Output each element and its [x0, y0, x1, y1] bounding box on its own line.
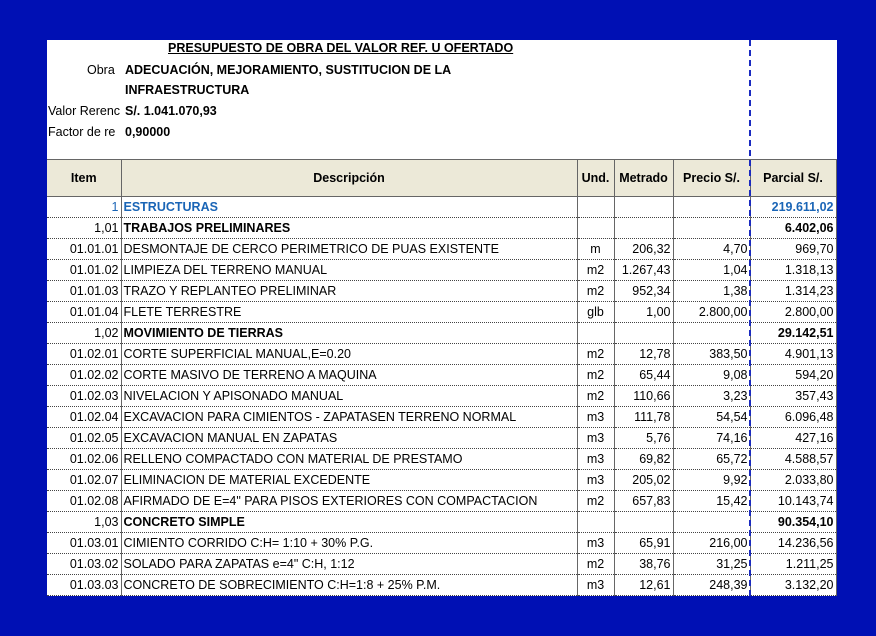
factor-label: Factor de re: [48, 125, 116, 139]
cell-metrado[interactable]: 1.267,43: [614, 260, 673, 281]
cell-precio[interactable]: 9,08: [673, 365, 750, 386]
cell-description[interactable]: ELIMINACION DE MATERIAL EXCEDENTE: [121, 470, 577, 491]
cell-item[interactable]: 01.03.01: [47, 533, 121, 554]
table-row: [47, 428, 836, 449]
cell-description[interactable]: CONCRETO SIMPLE: [121, 512, 577, 533]
factor-value: 0,90000: [125, 125, 171, 139]
cell-metrado[interactable]: [614, 323, 673, 344]
cell-item[interactable]: 01.02.01: [47, 344, 121, 365]
col-header-precio: Precio S/.: [673, 160, 750, 197]
cell-parcial[interactable]: 4.588,57: [750, 449, 836, 470]
table-row: [47, 449, 836, 470]
cell-precio[interactable]: 1,04: [673, 260, 750, 281]
cell-precio[interactable]: 31,25: [673, 554, 750, 575]
cell-item[interactable]: 01.01.03: [47, 281, 121, 302]
budget-table: [47, 159, 837, 596]
cell-item[interactable]: 01.01.04: [47, 302, 121, 323]
table-row: [47, 491, 836, 512]
col-header-parcial: Parcial S/.: [750, 160, 836, 197]
cell-precio[interactable]: 216,00: [673, 533, 750, 554]
cell-parcial[interactable]: 90.354,10: [750, 512, 836, 533]
cell-description[interactable]: SOLADO PARA ZAPATAS e=4" C:H, 1:12: [121, 554, 577, 575]
col-header-metrado: Metrado: [614, 160, 673, 197]
cell-metrado[interactable]: 111,78: [614, 407, 673, 428]
cell-metrado[interactable]: 69,82: [614, 449, 673, 470]
cell-parcial[interactable]: 2.033,80: [750, 470, 836, 491]
cell-parcial[interactable]: 4.901,13: [750, 344, 836, 365]
cell-parcial[interactable]: 427,16: [750, 428, 836, 449]
cell-item[interactable]: 01.01.01: [47, 239, 121, 260]
subsection-row: [47, 323, 836, 344]
cell-unit[interactable]: [577, 323, 614, 344]
spreadsheet-sheet: [44, 40, 837, 596]
cell-metrado[interactable]: [614, 197, 673, 218]
cell-description[interactable]: FLETE TERRESTRE: [121, 302, 577, 323]
cell-unit[interactable]: m3: [577, 533, 614, 554]
table-header-row: [47, 160, 836, 197]
cell-description[interactable]: MOVIMIENTO DE TIERRAS: [121, 323, 577, 344]
cell-item[interactable]: 01.02.02: [47, 365, 121, 386]
table-row: [47, 554, 836, 575]
cell-item[interactable]: 01.03.02: [47, 554, 121, 575]
cell-item[interactable]: 01.02.04: [47, 407, 121, 428]
table-row: [47, 470, 836, 491]
cell-metrado[interactable]: 1,00: [614, 302, 673, 323]
cell-precio[interactable]: 248,39: [673, 575, 750, 596]
cell-unit[interactable]: m2: [577, 365, 614, 386]
cell-precio[interactable]: 4,70: [673, 239, 750, 260]
cell-precio[interactable]: 1,38: [673, 281, 750, 302]
cell-parcial[interactable]: 1.318,13: [750, 260, 836, 281]
table-row: [47, 344, 836, 365]
table-row: [47, 407, 836, 428]
cell-unit[interactable]: [577, 197, 614, 218]
cell-unit[interactable]: m2: [577, 281, 614, 302]
cell-description[interactable]: LIMPIEZA DEL TERRENO MANUAL: [121, 260, 577, 281]
cell-description[interactable]: EXCAVACION MANUAL EN ZAPATAS: [121, 428, 577, 449]
cell-precio[interactable]: [673, 218, 750, 239]
table-row: [47, 533, 836, 554]
cell-description[interactable]: NIVELACION Y APISONADO MANUAL: [121, 386, 577, 407]
cell-unit[interactable]: [577, 218, 614, 239]
page-break-line: [749, 40, 751, 596]
cell-parcial[interactable]: 357,43: [750, 386, 836, 407]
col-header-description: Descripción: [121, 160, 577, 197]
cell-parcial[interactable]: 6.096,48: [750, 407, 836, 428]
cell-description[interactable]: AFIRMADO DE E=4" PARA PISOS EXTERIORES CON COMPACTACION: [121, 491, 577, 512]
cell-metrado[interactable]: 38,76: [614, 554, 673, 575]
subsection-row: [47, 512, 836, 533]
cell-unit[interactable]: [577, 512, 614, 533]
cell-metrado[interactable]: 110,66: [614, 386, 673, 407]
table-row: [47, 575, 836, 596]
cell-unit[interactable]: m3: [577, 470, 614, 491]
cell-precio[interactable]: 15,42: [673, 491, 750, 512]
section-row: [47, 197, 836, 218]
cell-item[interactable]: 01.01.02: [47, 260, 121, 281]
table-row: [47, 260, 836, 281]
valor-referencial-label: Valor Rerenc: [48, 104, 121, 118]
cell-precio[interactable]: [673, 512, 750, 533]
col-header-unit: Und.: [577, 160, 614, 197]
cell-parcial[interactable]: 1.314,23: [750, 281, 836, 302]
cell-parcial[interactable]: 219.611,02: [750, 197, 836, 218]
cell-description[interactable]: CORTE SUPERFICIAL MANUAL,E=0.20: [121, 344, 577, 365]
cell-parcial[interactable]: 969,70: [750, 239, 836, 260]
cell-description[interactable]: CONCRETO DE SOBRECIMIENTO C:H=1:8 + 25% P.M.: [121, 575, 577, 596]
cell-item[interactable]: 01.02.05: [47, 428, 121, 449]
cell-metrado[interactable]: 12,78: [614, 344, 673, 365]
cell-metrado[interactable]: [614, 218, 673, 239]
cell-unit[interactable]: m2: [577, 260, 614, 281]
cell-metrado[interactable]: 205,02: [614, 470, 673, 491]
cell-metrado[interactable]: 12,61: [614, 575, 673, 596]
cell-precio[interactable]: [673, 323, 750, 344]
cell-precio[interactable]: 9,92: [673, 470, 750, 491]
cell-unit[interactable]: glb: [577, 302, 614, 323]
cell-precio[interactable]: 3,23: [673, 386, 750, 407]
col-header-item: Item: [47, 160, 121, 197]
cell-precio[interactable]: 74,16: [673, 428, 750, 449]
cell-precio[interactable]: 54,54: [673, 407, 750, 428]
cell-unit[interactable]: m: [577, 239, 614, 260]
cell-item[interactable]: 1,02: [47, 323, 121, 344]
cell-precio[interactable]: 2.800,00: [673, 302, 750, 323]
cell-parcial[interactable]: 29.142,51: [750, 323, 836, 344]
cell-unit[interactable]: m2: [577, 344, 614, 365]
cell-description[interactable]: TRAZO Y REPLANTEO PRELIMINAR: [121, 281, 577, 302]
cell-parcial[interactable]: 10.143,74: [750, 491, 836, 512]
cell-item[interactable]: 01.02.06: [47, 449, 121, 470]
cell-item[interactable]: 01.02.03: [47, 386, 121, 407]
cell-unit[interactable]: m3: [577, 428, 614, 449]
cell-metrado[interactable]: 65,44: [614, 365, 673, 386]
cell-unit[interactable]: m3: [577, 575, 614, 596]
obra-name-line2: INFRAESTRUCTURA: [125, 83, 250, 97]
cell-metrado[interactable]: 65,91: [614, 533, 673, 554]
budget-title: PRESUPUESTO DE OBRA DEL VALOR REF. U OFERTADO: [168, 41, 514, 55]
cell-description[interactable]: DESMONTAJE DE CERCO PERIMETRICO DE PUAS EXISTENTE: [121, 239, 577, 260]
cell-metrado[interactable]: 206,32: [614, 239, 673, 260]
cell-unit[interactable]: m3: [577, 449, 614, 470]
cell-unit[interactable]: m2: [577, 386, 614, 407]
cell-parcial[interactable]: 1.211,25: [750, 554, 836, 575]
cell-parcial[interactable]: 6.402,06: [750, 218, 836, 239]
cell-parcial[interactable]: 14.236,56: [750, 533, 836, 554]
cell-description[interactable]: EXCAVACION PARA CIMIENTOS - ZAPATASEN TERRENO NORMAL: [121, 407, 577, 428]
cell-description[interactable]: ESTRUCTURAS: [121, 197, 577, 218]
cell-metrado[interactable]: 657,83: [614, 491, 673, 512]
obra-label: Obra: [87, 63, 115, 77]
cell-description[interactable]: CORTE MASIVO DE TERRENO A MAQUINA: [121, 365, 577, 386]
cell-item[interactable]: 1,01: [47, 218, 121, 239]
cell-metrado[interactable]: [614, 512, 673, 533]
cell-item[interactable]: 1: [47, 197, 121, 218]
cell-item[interactable]: 01.02.07: [47, 470, 121, 491]
cell-description[interactable]: RELLENO COMPACTADO CON MATERIAL DE PRESTAMO: [121, 449, 577, 470]
cell-unit[interactable]: m2: [577, 554, 614, 575]
cell-parcial[interactable]: 2.800,00: [750, 302, 836, 323]
subsection-row: [47, 218, 836, 239]
cell-item[interactable]: 1,03: [47, 512, 121, 533]
cell-precio[interactable]: [673, 197, 750, 218]
table-row: [47, 365, 836, 386]
cell-parcial[interactable]: 3.132,20: [750, 575, 836, 596]
cell-precio[interactable]: 65,72: [673, 449, 750, 470]
cell-parcial[interactable]: 594,20: [750, 365, 836, 386]
table-row: [47, 386, 836, 407]
cell-item[interactable]: 01.02.08: [47, 491, 121, 512]
cell-unit[interactable]: m3: [577, 407, 614, 428]
table-row: [47, 239, 836, 260]
cell-unit[interactable]: m2: [577, 491, 614, 512]
cell-description[interactable]: TRABAJOS PRELIMINARES: [121, 218, 577, 239]
cell-item[interactable]: 01.03.03: [47, 575, 121, 596]
cell-metrado[interactable]: 5,76: [614, 428, 673, 449]
table-row: [47, 281, 836, 302]
obra-name-line1: ADECUACIÓN, MEJORAMIENTO, SUSTITUCION DE LA: [125, 63, 452, 77]
cell-description[interactable]: CIMIENTO CORRIDO C:H= 1:10 + 30% P.G.: [121, 533, 577, 554]
valor-referencial-value: S/. 1.041.070,93: [125, 104, 217, 118]
cell-precio[interactable]: 383,50: [673, 344, 750, 365]
table-row: [47, 302, 836, 323]
cell-metrado[interactable]: 952,34: [614, 281, 673, 302]
